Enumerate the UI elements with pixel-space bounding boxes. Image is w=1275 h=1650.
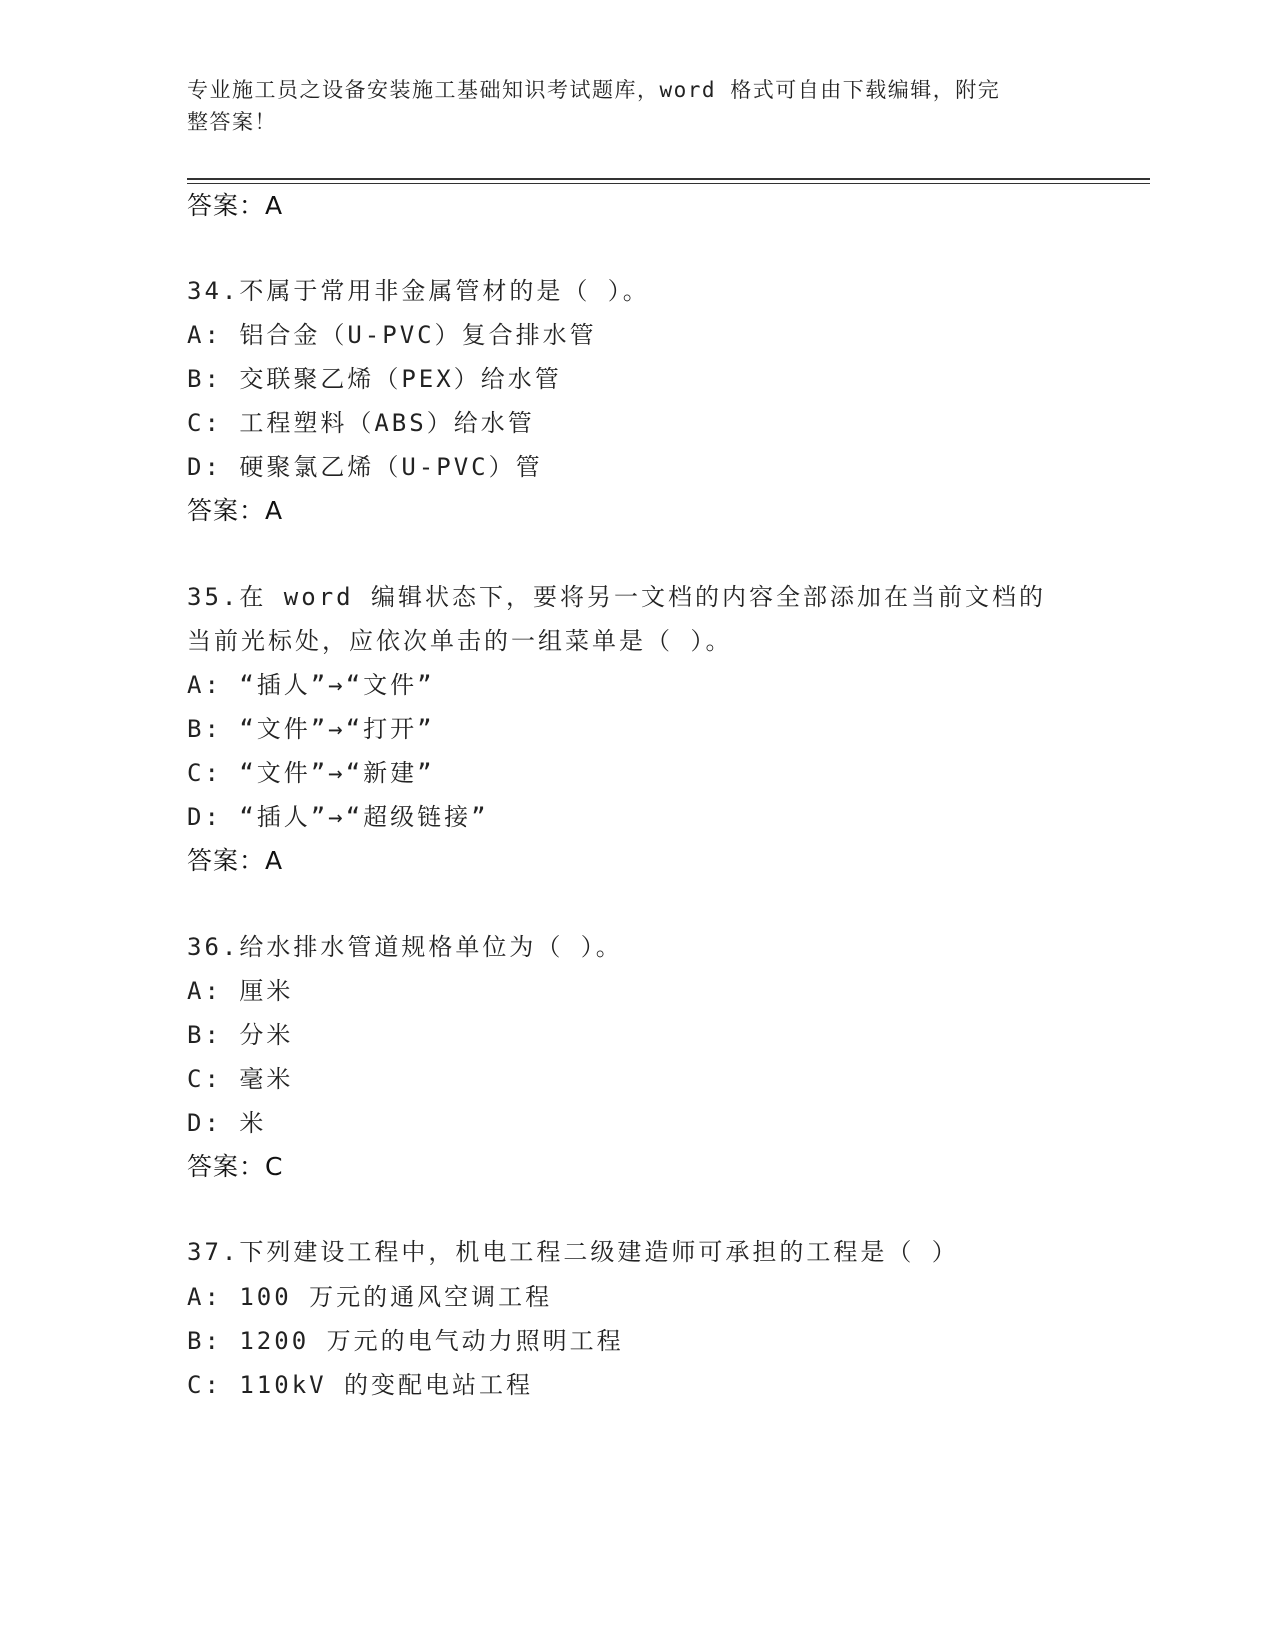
question-stem: 36.给水排水管道规格单位为（ ）。 bbox=[187, 933, 623, 961]
question-stem: 35.在 word 编辑状态下，要将另一文档的内容全部添加在当前文档的 bbox=[187, 583, 1047, 611]
option-d: D: 米 bbox=[187, 1109, 267, 1137]
option-b: B: 交联聚乙烯（PEX）给水管 bbox=[187, 365, 562, 393]
question-stem: 34.不属于常用非金属管材的是（ ）。 bbox=[187, 277, 650, 305]
intro-line-2: 整答案！ bbox=[187, 110, 277, 134]
document-header bbox=[187, 74, 1087, 138]
option-c: C: 工程塑料（ABS）给水管 bbox=[187, 409, 535, 437]
option-b: B: 1200 万元的电气动力照明工程 bbox=[187, 1327, 624, 1355]
answer: 答案：A bbox=[187, 496, 284, 525]
option-c: C: 110kV 的变配电站工程 bbox=[187, 1371, 534, 1399]
option-d: D: “插人”→“超级链接” bbox=[187, 803, 489, 831]
option-a: A: 厘米 bbox=[187, 977, 294, 1005]
option-a: A: 铝合金（U-PVC）复合排水管 bbox=[187, 321, 597, 349]
answer: 答案：C bbox=[187, 1152, 284, 1181]
option-c: C: 毫米 bbox=[187, 1065, 294, 1093]
question-stem-continued: 当前光标处，应依次单击的一组菜单是（ ）。 bbox=[187, 627, 733, 655]
option-a: A: 100 万元的通风空调工程 bbox=[187, 1283, 553, 1311]
question-stem: 37.下列建设工程中，机电工程二级建造师可承担的工程是（ ） bbox=[187, 1238, 959, 1266]
option-d: D: 硬聚氯乙烯（U-PVC）管 bbox=[187, 453, 543, 481]
answer: 答案：A bbox=[187, 846, 284, 875]
option-a: A: “插人”→“文件” bbox=[187, 671, 435, 699]
header-rule-thin bbox=[187, 183, 1150, 184]
header-rule-thick bbox=[187, 178, 1150, 180]
option-b: B: 分米 bbox=[187, 1021, 294, 1049]
option-b: B: “文件”→“打开” bbox=[187, 715, 435, 743]
intro-line-1: 专业施工员之设备安装施工基础知识考试题库，word 格式可自由下载编辑，附完 bbox=[187, 78, 1001, 102]
previous-answer: 答案：A bbox=[187, 191, 284, 220]
option-c: C: “文件”→“新建” bbox=[187, 759, 435, 787]
